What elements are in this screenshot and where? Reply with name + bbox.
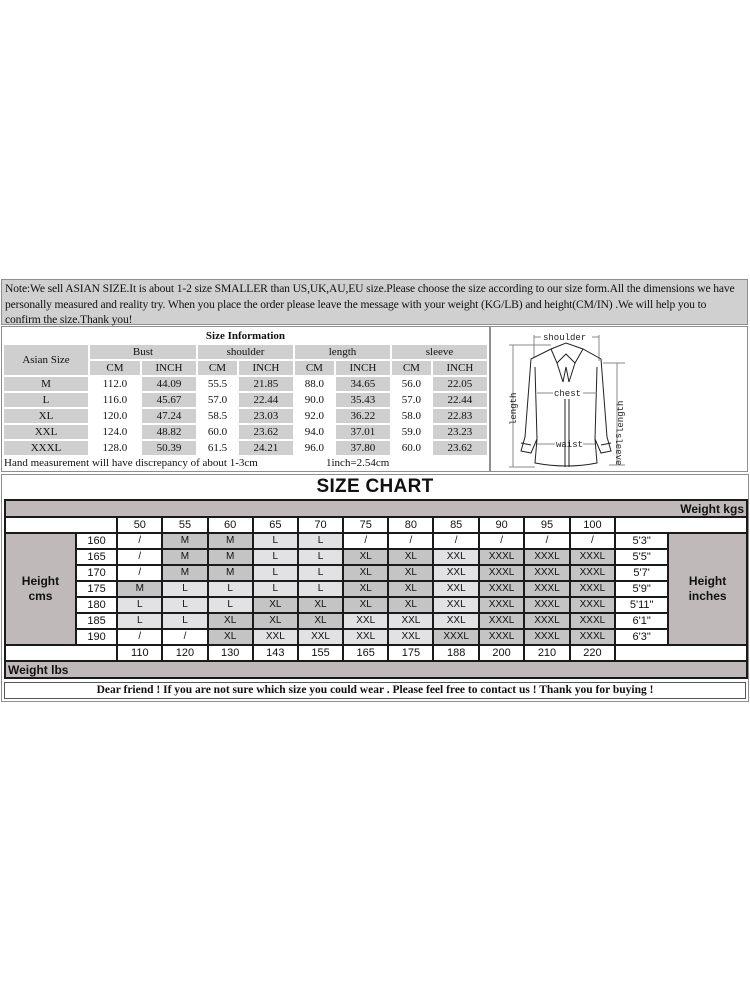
size-cell: XXXL (524, 565, 569, 581)
size-info-title: Size Information (4, 329, 487, 343)
size-cell: XXXL (570, 565, 615, 581)
size-info-row (4, 377, 487, 391)
size-note: Note:We sell ASIAN SIZE.It is about 1-2 size SMALLER than US,UK,AU,EU size.Please choose the size according to our size form.All the dimensions we have personally measured and reality try. When you place the order please leave the message with your weight (KG/LB) and height(CM/IN) .We will help you to confirm the size.Thank you! (1, 279, 748, 325)
measurement-cell: 22.44 (239, 393, 293, 407)
weight-lbs-cell: 155 (298, 645, 343, 661)
size-cell: XXXL (570, 549, 615, 565)
weight-kg-cell: 75 (343, 517, 388, 533)
size-info-row (4, 409, 487, 423)
size-cell: XXL (343, 629, 388, 645)
measurement-cell: 48.82 (142, 425, 196, 439)
measurement-cell: 21.85 (239, 377, 293, 391)
group-header-shoulder: shoulder (198, 345, 293, 359)
size-cell: XL (343, 597, 388, 613)
measurement-cell: 37.01 (336, 425, 390, 439)
measurement-cell: 22.05 (433, 377, 487, 391)
measurement-cell: 22.83 (433, 409, 487, 423)
weight-kg-cell: 90 (479, 517, 524, 533)
blank-cell (5, 517, 117, 533)
sleeve-length-label: length (616, 400, 626, 433)
weight-kg-cell: 100 (570, 517, 615, 533)
size-cell: XL (388, 549, 433, 565)
size-cell: XXXL (479, 597, 524, 613)
size-cell: L (208, 581, 253, 597)
size-cell: L (298, 549, 343, 565)
length-label: length (509, 392, 519, 425)
height-cm-cell: 175 (76, 581, 117, 597)
size-cell: XL (388, 581, 433, 597)
measurement-cell: 60.0 (198, 425, 237, 439)
weight-lbs-cell: 130 (208, 645, 253, 661)
size-cell: XXXL (479, 613, 524, 629)
size-cell: / (162, 629, 207, 645)
measurement-cell: 96.0 (295, 441, 334, 455)
size-label: M (4, 377, 88, 391)
measurement-cell: 56.0 (392, 377, 431, 391)
size-cell: / (117, 533, 162, 549)
height-inch-cell: 6'3" (615, 629, 668, 645)
unit-header: CM (392, 361, 431, 375)
measurement-cell: 23.23 (433, 425, 487, 439)
size-cell: XL (343, 549, 388, 565)
size-cell: XXXL (479, 629, 524, 645)
unit-header: INCH (433, 361, 487, 375)
sleeve-label: sleeve (613, 433, 623, 466)
group-header-sleeve: sleeve (392, 345, 487, 359)
height-inch-cell: 5'5" (615, 549, 668, 565)
size-chart (1, 474, 749, 702)
measurement-cell: 57.0 (198, 393, 237, 407)
size-cell: XXL (388, 613, 433, 629)
size-cell: XXXL (570, 613, 615, 629)
shoulder-label: shoulder (543, 333, 587, 343)
size-cell: M (208, 565, 253, 581)
size-cell: / (388, 533, 433, 549)
group-header-length: length (295, 345, 390, 359)
height-inch-cell: 5'3" (615, 533, 668, 549)
size-cell: XL (253, 597, 298, 613)
weight-kgs-header: Weight kgs (5, 500, 747, 517)
size-info-row (4, 425, 487, 439)
size-cell: M (208, 533, 253, 549)
size-cell: XXL (433, 549, 478, 565)
measurement-cell: 59.0 (392, 425, 431, 439)
size-cell: XXL (298, 629, 343, 645)
weight-lbs-cell: 220 (570, 645, 615, 661)
size-cell: XL (253, 613, 298, 629)
weight-lbs-cell: 120 (162, 645, 207, 661)
size-cell: M (117, 581, 162, 597)
shirt-measurement-diagram (490, 326, 748, 472)
measurement-cell: 61.5 (198, 441, 237, 455)
size-cell: XL (208, 613, 253, 629)
measurement-cell: 128.0 (90, 441, 140, 455)
size-cell: XXXL (479, 549, 524, 565)
size-cell: M (162, 549, 207, 565)
discrepancy-note: Hand measurement will have discrepancy of about 1-3cm (4, 457, 258, 469)
weight-lbs-header: Weight lbs (5, 661, 747, 678)
measurement-cell: 45.67 (142, 393, 196, 407)
size-information-table (1, 326, 490, 472)
size-cell: L (253, 565, 298, 581)
height-cm-cell: 190 (76, 629, 117, 645)
size-info-row (4, 441, 487, 455)
height-inch-cell: 5'7' (615, 565, 668, 581)
size-cell: / (117, 549, 162, 565)
weight-kg-cell: 50 (117, 517, 162, 533)
size-cell: XXXL (570, 581, 615, 597)
measurement-cell: 47.24 (142, 409, 196, 423)
measurement-cell: 37.80 (336, 441, 390, 455)
size-cell: L (208, 597, 253, 613)
size-cell: L (162, 581, 207, 597)
height-inch-cell: 6'1" (615, 613, 668, 629)
size-cell: / (117, 565, 162, 581)
size-label: XL (4, 409, 88, 423)
measurement-cell: 55.5 (198, 377, 237, 391)
measurement-cell: 35.43 (336, 393, 390, 407)
weight-lbs-cell: 110 (117, 645, 162, 661)
size-cell: XXXL (524, 613, 569, 629)
size-cell: XXXL (524, 581, 569, 597)
weight-kg-cell: 85 (433, 517, 478, 533)
size-cell: L (117, 597, 162, 613)
size-cell: L (117, 613, 162, 629)
size-cell: XXXL (524, 629, 569, 645)
size-cell: L (162, 613, 207, 629)
unit-header: CM (90, 361, 140, 375)
weight-lbs-cell: 200 (479, 645, 524, 661)
measurement-cell: 24.21 (239, 441, 293, 455)
weight-lbs-cell: 143 (253, 645, 298, 661)
height-inch-cell: 5'11" (615, 597, 668, 613)
size-label: L (4, 393, 88, 407)
measurement-cell: 94.0 (295, 425, 334, 439)
measurement-cell: 112.0 (90, 377, 140, 391)
size-chart-row (5, 581, 747, 597)
size-cell: / (479, 533, 524, 549)
shirt-icon (491, 327, 747, 471)
weight-kg-cell: 95 (524, 517, 569, 533)
height-cm-cell: 170 (76, 565, 117, 581)
size-cell: XL (298, 613, 343, 629)
size-cell: XL (388, 597, 433, 613)
height-cm-cell: 185 (76, 613, 117, 629)
height-cm-cell: 165 (76, 549, 117, 565)
waist-label: waist (556, 440, 584, 450)
measurement-cell: 44.09 (142, 377, 196, 391)
weight-kg-cell: 80 (388, 517, 433, 533)
chest-label: chest (554, 389, 582, 399)
height-cm-cell: 160 (76, 533, 117, 549)
size-chart-row (5, 629, 747, 645)
size-label: XXL (4, 425, 88, 439)
weight-lbs-label-row (5, 661, 747, 678)
size-cell: XXXL (433, 629, 478, 645)
measurement-cell: 23.62 (239, 425, 293, 439)
unit-header: INCH (239, 361, 293, 375)
measurement-cell: 58.0 (392, 409, 431, 423)
size-chart-row (5, 565, 747, 581)
size-cell: XXXL (524, 597, 569, 613)
size-cell: XL (388, 565, 433, 581)
size-cell: L (162, 597, 207, 613)
inch-conversion: 1inch=2.54cm (326, 457, 390, 469)
size-cell: XXXL (524, 549, 569, 565)
asian-size-header: Asian Size (4, 345, 88, 375)
weight-lbs-cell: 175 (388, 645, 433, 661)
measurement-cell: 124.0 (90, 425, 140, 439)
measurement-cell: 92.0 (295, 409, 334, 423)
weight-kg-cell: 70 (298, 517, 343, 533)
size-cell: L (298, 533, 343, 549)
size-cell: XXXL (479, 565, 524, 581)
unit-header: CM (198, 361, 237, 375)
weight-kg-row (5, 517, 747, 533)
size-cell: M (162, 565, 207, 581)
weight-kg-cell: 55 (162, 517, 207, 533)
blank-cell (5, 645, 117, 661)
size-chart-title: SIZE CHART (316, 476, 434, 497)
height-inch-cell: 5'9" (615, 581, 668, 597)
size-cell: L (253, 533, 298, 549)
measurement-cell: 23.03 (239, 409, 293, 423)
size-cell: / (117, 629, 162, 645)
unit-header: INCH (336, 361, 390, 375)
size-cell: XXXL (570, 597, 615, 613)
size-cell: XL (208, 629, 253, 645)
contact-message: Dear friend ! If you are not sure which size you could wear . Please feel free to contact us ! Thank you for buying ! (4, 682, 746, 699)
size-cell: / (524, 533, 569, 549)
size-chart-row (5, 613, 747, 629)
size-info-footnote (4, 457, 484, 469)
size-cell: XXXL (479, 581, 524, 597)
size-cell: XL (343, 565, 388, 581)
measurement-cell: 36.22 (336, 409, 390, 423)
size-cell: XXL (388, 629, 433, 645)
measurement-cell: 50.39 (142, 441, 196, 455)
size-cell: L (253, 549, 298, 565)
size-cell: XXL (433, 581, 478, 597)
size-cell: / (433, 533, 478, 549)
size-chart-row (5, 533, 747, 549)
size-cell: L (298, 581, 343, 597)
weight-lbs-cell: 188 (433, 645, 478, 661)
size-chart-row (5, 597, 747, 613)
measurement-cell: 60.0 (392, 441, 431, 455)
measurement-cell: 22.44 (433, 393, 487, 407)
size-cell: XXL (433, 597, 478, 613)
size-cell: XL (298, 597, 343, 613)
size-cell: XXL (433, 613, 478, 629)
size-cell: XXL (253, 629, 298, 645)
size-info-row (4, 393, 487, 407)
measurement-cell: 57.0 (392, 393, 431, 407)
size-chart-row (5, 549, 747, 565)
size-label: XXXL (4, 441, 88, 455)
height-inches-label: Height inches (668, 533, 747, 645)
size-cell: XXL (343, 613, 388, 629)
measurement-cell: 58.5 (198, 409, 237, 423)
size-cell: / (343, 533, 388, 549)
unit-header: CM (295, 361, 334, 375)
weight-kg-cell: 60 (208, 517, 253, 533)
group-header-bust: Bust (90, 345, 196, 359)
weight-lbs-cell: 210 (524, 645, 569, 661)
height-cm-cell: 180 (76, 597, 117, 613)
size-cell: XL (343, 581, 388, 597)
weight-lbs-row (5, 645, 747, 661)
measurement-cell: 88.0 (295, 377, 334, 391)
size-cell: XXXL (570, 629, 615, 645)
unit-header: INCH (142, 361, 196, 375)
measurement-cell: 23.62 (433, 441, 487, 455)
size-cell: / (570, 533, 615, 549)
size-cell: XXL (433, 565, 478, 581)
measurement-cell: 116.0 (90, 393, 140, 407)
measurement-cell: 120.0 (90, 409, 140, 423)
weight-lbs-cell: 165 (343, 645, 388, 661)
size-cell: L (298, 565, 343, 581)
weight-kg-cell: 65 (253, 517, 298, 533)
height-cms-label: Height cms (5, 533, 76, 645)
measurement-cell: 34.65 (336, 377, 390, 391)
size-chart-grid (4, 499, 748, 679)
size-cell: L (253, 581, 298, 597)
size-cell: M (208, 549, 253, 565)
blank-cell (615, 517, 747, 533)
measurement-cell: 90.0 (295, 393, 334, 407)
blank-cell (615, 645, 747, 661)
size-cell: M (162, 533, 207, 549)
